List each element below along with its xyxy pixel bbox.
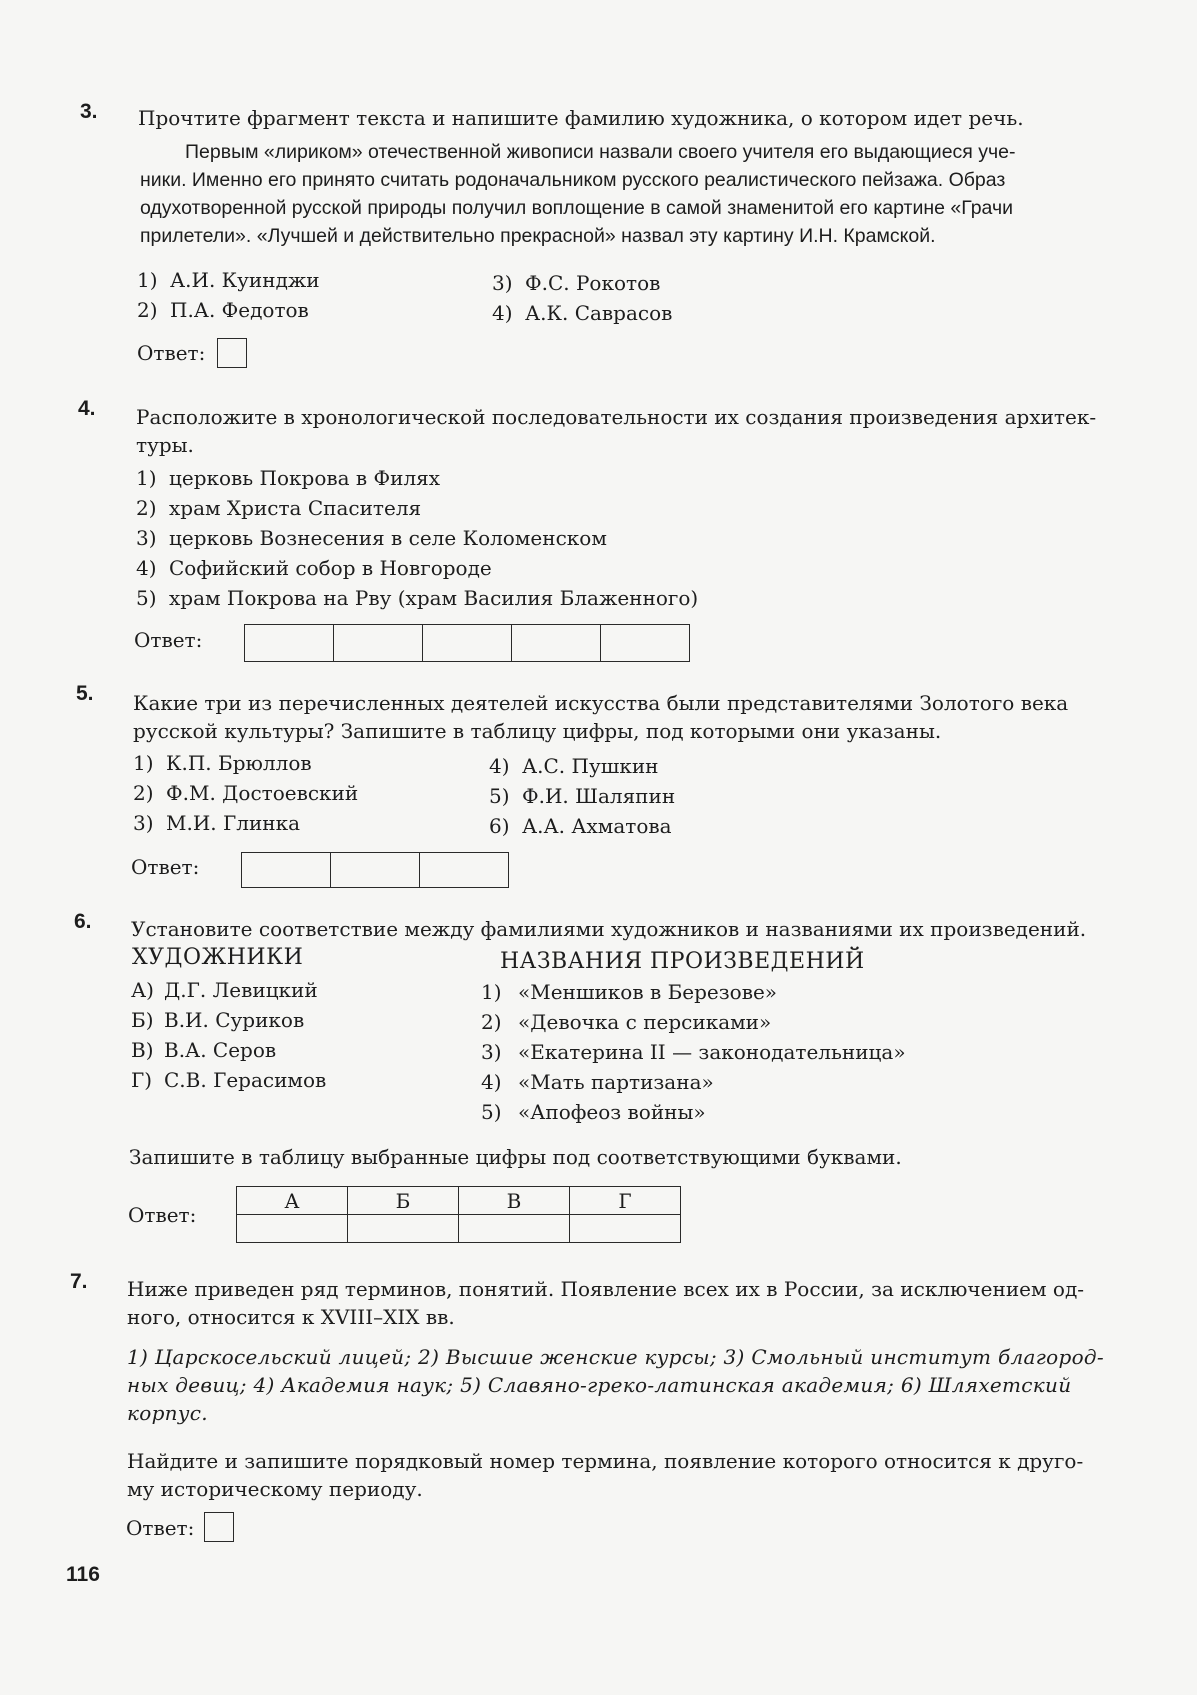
- option: 4) Софийский собор в Новгороде: [136, 556, 492, 580]
- answer-label: Ответ:: [134, 628, 203, 652]
- question-text: Установите соответствие между фамилиями художников и названиями их произведений.: [131, 917, 1087, 941]
- answer-label: Ответ:: [126, 1516, 195, 1540]
- answer-cell[interactable]: [601, 625, 690, 662]
- option: 3) «Екатерина II — законодательница»: [481, 1040, 906, 1064]
- answer-cell[interactable]: [459, 1215, 570, 1243]
- answer-label: Ответ:: [137, 341, 206, 365]
- passage-line: прилетели». «Лучшей и действительно прекрасной» назвал эту картину И.Н. Крамской.: [140, 225, 936, 247]
- question-number: 6.: [74, 910, 92, 933]
- option: 2) Ф.М. Достоевский: [133, 781, 359, 805]
- passage-line: Первым «лириком» отечественной живописи назвали своего учителя его выдающиеся уче-: [185, 141, 1016, 163]
- question-number: 7.: [70, 1270, 88, 1293]
- option: 4) А.С. Пушкин: [489, 754, 659, 778]
- option-list: [131, 975, 326, 1095]
- option-list: [136, 463, 698, 613]
- answer-box[interactable]: [217, 338, 247, 368]
- table-header-cell: Б: [348, 1187, 459, 1215]
- option: 3) Ф.С. Рокотов: [492, 271, 661, 295]
- answer-table: [241, 852, 509, 888]
- option: 1) К.П. Брюллов: [133, 751, 312, 775]
- column-header: ХУДОЖНИКИ: [132, 945, 304, 970]
- option-list: [489, 751, 675, 841]
- question-text: Какие три из перечисленных деятелей искусства были представителями Золотого века русской культуры? Запишите в таблицу цифры, под которыми они указаны.: [133, 691, 1069, 743]
- option: 2) «Девочка с персиками»: [481, 1010, 772, 1034]
- option: 1) «Меншиков в Березове»: [481, 980, 778, 1004]
- option: 3) М.И. Глинка: [133, 811, 301, 835]
- answer-cell[interactable]: [334, 625, 423, 662]
- option: 3) церковь Вознесения в селе Коломенском: [136, 526, 607, 550]
- option: 1) церковь Покрова в Филях: [136, 466, 441, 490]
- option: 5) «Апофеоз войны»: [481, 1100, 706, 1124]
- option: 4) «Мать партизана»: [481, 1070, 714, 1094]
- option: 5) храм Покрова на Рву (храм Василия Блаженного): [136, 586, 699, 610]
- option: 2) храм Христа Спасителя: [136, 496, 422, 520]
- option: 1) А.И. Куинджи: [137, 268, 320, 292]
- option-list: [133, 748, 358, 838]
- answer-cell[interactable]: [331, 853, 420, 888]
- question-text: Ниже приведен ряд терминов, понятий. Появление всех их в России, за исключением од- ного, относится к XVIII–XIX вв.: [127, 1277, 1085, 1329]
- passage-line: ники. Именно его принято считать родоначальником русского реалистического пейзажа. Образ: [140, 169, 1006, 191]
- answer-label: Ответ:: [131, 855, 200, 879]
- question-number: 5.: [76, 682, 94, 705]
- answer-box[interactable]: [204, 1512, 234, 1542]
- answer-cell[interactable]: [237, 1215, 348, 1243]
- table-header-cell: А: [237, 1187, 348, 1215]
- answer-table: [236, 1186, 681, 1243]
- page-number: 116: [66, 1563, 100, 1586]
- table-header-cell: Г: [570, 1187, 681, 1215]
- answer-cell[interactable]: [570, 1215, 681, 1243]
- option: Г) С.В. Герасимов: [131, 1068, 327, 1092]
- answer-cell[interactable]: [348, 1215, 459, 1243]
- answer-cell[interactable]: [512, 625, 601, 662]
- option: 4) А.К. Саврасов: [492, 301, 673, 325]
- answer-cell[interactable]: [423, 625, 512, 662]
- answer-table: [244, 624, 690, 662]
- option: 5) Ф.И. Шаляпин: [489, 784, 676, 808]
- answer-cell[interactable]: [245, 625, 334, 662]
- question-text: Расположите в хронологической последовательности их создания произведения архитек- туры.: [136, 405, 1097, 457]
- passage-line: одухотворенной русской природы получил воплощение в самой знаменитой его картине «Грачи: [140, 197, 1014, 219]
- instruction-text: Найдите и запишите порядковый номер термина, появление которого относится к друго- му историческому периоду.: [127, 1449, 1084, 1501]
- question-number: 4.: [78, 397, 96, 420]
- option: 2) П.А. Федотов: [137, 298, 309, 322]
- instruction-text: Запишите в таблицу выбранные цифры под соответствующими буквами.: [129, 1145, 902, 1169]
- answer-cell[interactable]: [420, 853, 509, 888]
- option: Б) В.И. Суриков: [131, 1008, 305, 1032]
- question-number: 3.: [80, 100, 98, 123]
- option-list: [481, 977, 906, 1127]
- question-text: Прочтите фрагмент текста и напишите фамилию художника, о котором идет речь.: [138, 106, 1024, 130]
- option: А) Д.Г. Левицкий: [131, 978, 318, 1002]
- table-header-cell: В: [459, 1187, 570, 1215]
- passage-text: [140, 138, 1140, 250]
- answer-label: Ответ:: [128, 1203, 197, 1227]
- option: 6) А.А. Ахматова: [489, 814, 672, 838]
- terms-list: 1) Царскосельский лицей; 2) Высшие женские курсы; 3) Смольный институт благород- ных девиц; 4) Академия наук; 5) Славяно-греко-латинская академия; 6) Шляхетский корпус.: [127, 1345, 1104, 1425]
- option: В) В.А. Серов: [131, 1038, 277, 1062]
- answer-cell[interactable]: [242, 853, 331, 888]
- column-header: НАЗВАНИЯ ПРОИЗВЕДЕНИЙ: [500, 949, 865, 974]
